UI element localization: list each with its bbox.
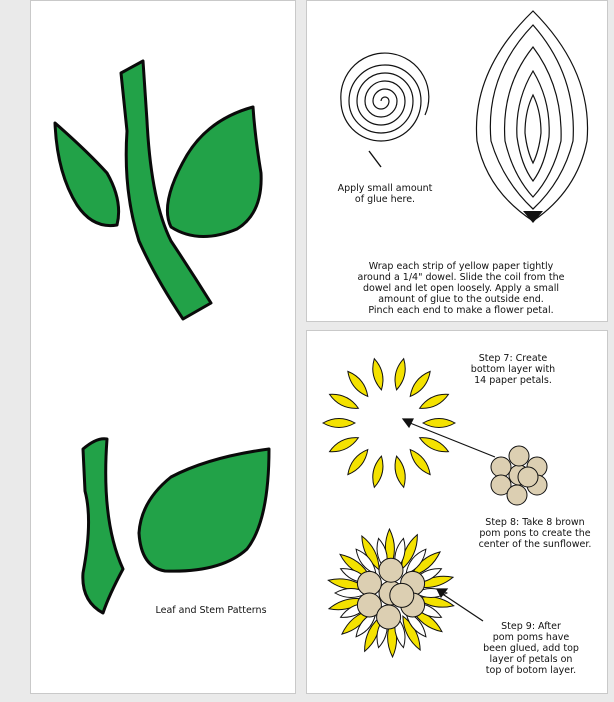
- coil-petal-panel: [306, 0, 608, 322]
- paper-petal: [323, 419, 355, 428]
- top-right-leaf-shape: [167, 107, 261, 237]
- pom-pom: [518, 467, 538, 487]
- glue-note: Apply small amount of glue here.: [337, 183, 433, 205]
- pom-pom: [377, 605, 401, 629]
- paper-petal: [373, 359, 383, 390]
- petal-line-1: [490, 25, 573, 209]
- loose-pompom-cluster: [491, 446, 547, 505]
- bottom-leaf-shape: [139, 449, 269, 571]
- paper-petal: [410, 371, 430, 396]
- paper-coil-spiral: [341, 53, 429, 141]
- petal-line-3: [517, 71, 549, 181]
- paper-petal: [420, 438, 449, 452]
- paper-petal: [420, 394, 449, 408]
- step7-text: Step 7: Create bottom layer with 14 paper petals.: [470, 353, 556, 386]
- step8-text: Step 8: Take 8 brown pom pons to create the center of the sunflower.: [478, 517, 592, 550]
- pattern-caption: Leaf and Stem Patterns: [155, 605, 267, 616]
- step7-arrow: [405, 421, 495, 457]
- bottom-stem-shape: [83, 439, 123, 613]
- step9-text: Step 9: After pom poms have been glued, add top layer of petals on top of botom layer.: [483, 621, 579, 676]
- petal-tip-black: [523, 211, 543, 223]
- paper-petal: [348, 450, 368, 475]
- coil-instructions: Wrap each strip of yellow paper tightly around a 1/4" dowel. Slide the coil from the dowel and let open loosely. Apply a small amount of glue to the outside end. Pinch each end to make a flower petal.: [357, 261, 565, 316]
- leaf-stem-pattern-drawing: [31, 1, 297, 695]
- pom-pom: [390, 583, 414, 607]
- paper-petal: [395, 456, 405, 487]
- glue-arrow: [369, 151, 381, 167]
- petal-outer: [476, 11, 587, 221]
- sunflower-steps-panel: [306, 330, 608, 694]
- paper-petal: [423, 419, 455, 428]
- pom-pom: [357, 571, 381, 595]
- top-left-leaf-shape: [55, 123, 119, 226]
- paper-petal: [373, 456, 383, 487]
- paper-petal: [348, 371, 368, 396]
- pom-pom: [509, 446, 529, 466]
- paper-petal: [395, 359, 405, 390]
- paper-petal: [410, 450, 430, 475]
- leaf-stem-pattern-panel: [30, 0, 296, 694]
- pom-pom: [507, 485, 527, 505]
- petal-line-2: [505, 47, 562, 197]
- paper-petal: [330, 394, 359, 408]
- petal-line-4: [525, 95, 541, 163]
- paper-petal: [330, 438, 359, 452]
- step7-arrowhead: [403, 419, 413, 427]
- pom-pom: [491, 457, 511, 477]
- pom-pom: [379, 558, 403, 582]
- bottom-petal-ring: [323, 359, 455, 488]
